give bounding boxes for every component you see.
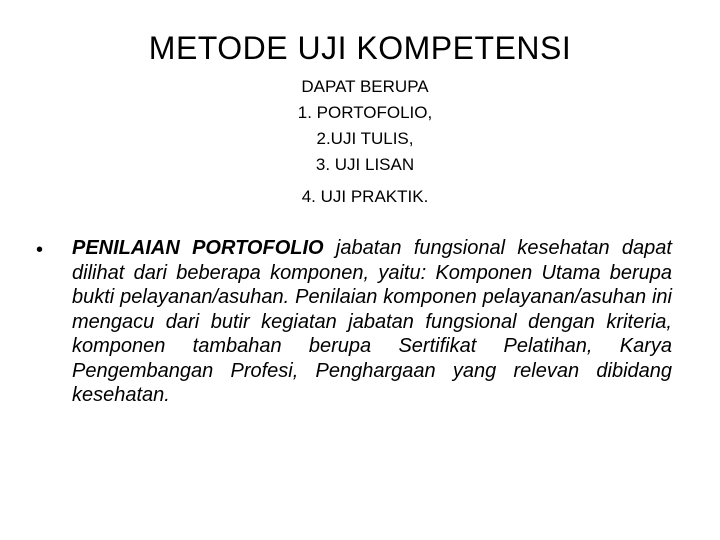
method-list	[250, 74, 480, 210]
bullet-body-text: jabatan fungsional kesehatan dapat dilihat dari beberapa komponen, yaitu: Komponen Utama berupa bukti pelayanan/asuhan. Penilaian komponen pelayanan/asuhan ini mengacu dari butir kegiatan jabatan fungsional dengan kriteria, komponen tambahan berupa Sertifikat Pelatihan, Karya Pengembangan Profesi, Penghargaan yang relevan dibidang kesehatan.	[72, 237, 672, 406]
method-item-uji-tulis: 2.UJI TULIS,	[316, 129, 414, 148]
bullet-marker: •	[36, 239, 44, 261]
slide-title: METODE UJI KOMPETENSI	[148, 30, 572, 66]
bullet-paragraph	[72, 236, 672, 408]
method-item-uji-lisan: 3. UJI LISAN	[315, 155, 415, 174]
method-item-uji-praktik: 4. UJI PRAKTIK.	[301, 187, 429, 206]
method-list-intro: DAPAT BERUPA	[301, 77, 429, 96]
method-item-portofolio: 1. PORTOFOLIO,	[297, 103, 433, 122]
bullet-lead-text: PENILAIAN PORTOFOLIO	[72, 237, 324, 259]
bullet-item	[36, 236, 676, 408]
